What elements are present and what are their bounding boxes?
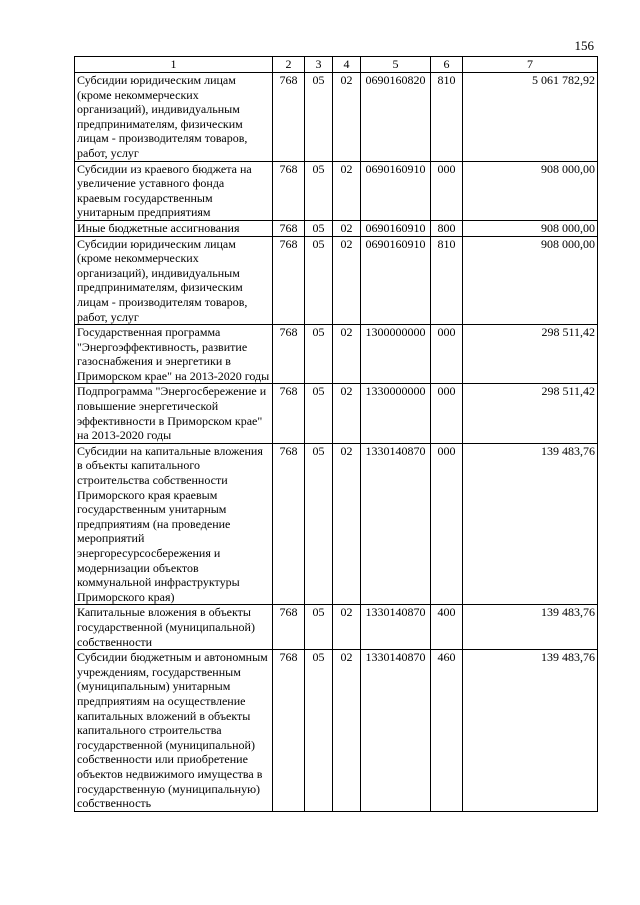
target-code: 1330140870: [361, 605, 431, 650]
row-name: Субсидии юридическим лицам (кроме некоммерческих организаций), индивидуальным предпринимателям, физическим лицам - производителям товаров, работ, услуг: [75, 73, 273, 162]
target-code: 0690160910: [361, 220, 431, 236]
target-code: 0690160820: [361, 73, 431, 162]
row-name: Субсидии на капитальные вложения в объекты капитального строительства собственности Приморского края краевым государственным унитарным предприятиям (на проведение мероприятий энергоресурсосбережения и модернизации объектов коммунальной инфраструктуры Приморского края): [75, 443, 273, 605]
ministry-code: 768: [273, 384, 305, 443]
table-row: [75, 73, 598, 162]
expense-type-code: 810: [431, 73, 463, 162]
target-code: 1330140870: [361, 443, 431, 605]
table-row: [75, 236, 598, 325]
ministry-code: 768: [273, 161, 305, 220]
section-code: 05: [305, 73, 333, 162]
ministry-code: 768: [273, 73, 305, 162]
amount: 908 000,00: [463, 220, 598, 236]
target-code: 0690160910: [361, 236, 431, 325]
target-code: 1330000000: [361, 384, 431, 443]
amount: 139 483,76: [463, 443, 598, 605]
column-header: 1: [75, 57, 273, 73]
subsection-code: 02: [333, 605, 361, 650]
section-code: 05: [305, 325, 333, 384]
subsection-code: 02: [333, 325, 361, 384]
column-header: 5: [361, 57, 431, 73]
row-name: Подпрограмма "Энергосбережение и повышение энергетической эффективности в Приморском крае" на 2013-2020 годы: [75, 384, 273, 443]
subsection-code: 02: [333, 161, 361, 220]
column-header: 7: [463, 57, 598, 73]
ministry-code: 768: [273, 650, 305, 812]
table-row: [75, 650, 598, 812]
section-code: 05: [305, 650, 333, 812]
column-header: 4: [333, 57, 361, 73]
amount: 908 000,00: [463, 236, 598, 325]
ministry-code: 768: [273, 325, 305, 384]
column-header: 2: [273, 57, 305, 73]
expense-type-code: 000: [431, 161, 463, 220]
table-row: [75, 443, 598, 605]
table-row: [75, 605, 598, 650]
column-header: 6: [431, 57, 463, 73]
expense-type-code: 000: [431, 325, 463, 384]
target-code: 1300000000: [361, 325, 431, 384]
target-code: 0690160910: [361, 161, 431, 220]
amount: 298 511,42: [463, 384, 598, 443]
expense-type-code: 460: [431, 650, 463, 812]
subsection-code: 02: [333, 650, 361, 812]
subsection-code: 02: [333, 73, 361, 162]
header-row: [75, 57, 598, 73]
subsection-code: 02: [333, 443, 361, 605]
section-code: 05: [305, 220, 333, 236]
section-code: 05: [305, 236, 333, 325]
target-code: 1330140870: [361, 650, 431, 812]
row-name: Капитальные вложения в объекты государственной (муниципальной) собственности: [75, 605, 273, 650]
row-name: Субсидии из краевого бюджета на увеличение уставного фонда краевым государственным унитарным предприятиям: [75, 161, 273, 220]
section-code: 05: [305, 384, 333, 443]
budget-table: [74, 56, 598, 812]
amount: 139 483,76: [463, 650, 598, 812]
table-row: [75, 161, 598, 220]
row-name: Субсидии бюджетным и автономным учреждениям, государственным (муниципальным) унитарным предприятиям на осуществление капитальных вложений в объекты капитального строительства государственной (муниципальной) собственности или приобретение объектов недвижимого имущества в государственную (муниципальную) собственность: [75, 650, 273, 812]
ministry-code: 768: [273, 443, 305, 605]
row-name: Государственная программа "Энергоэффективность, развитие газоснабжения и энергетики в Приморском крае" на 2013-2020 годы: [75, 325, 273, 384]
subsection-code: 02: [333, 220, 361, 236]
section-code: 05: [305, 443, 333, 605]
expense-type-code: 400: [431, 605, 463, 650]
section-code: 05: [305, 161, 333, 220]
ministry-code: 768: [273, 605, 305, 650]
amount: 298 511,42: [463, 325, 598, 384]
ministry-code: 768: [273, 236, 305, 325]
expense-type-code: 000: [431, 384, 463, 443]
expense-type-code: 800: [431, 220, 463, 236]
subsection-code: 02: [333, 384, 361, 443]
page-number: 156: [574, 38, 594, 53]
table-row: [75, 384, 598, 443]
ministry-code: 768: [273, 220, 305, 236]
column-header: 3: [305, 57, 333, 73]
expense-type-code: 810: [431, 236, 463, 325]
table-row: [75, 220, 598, 236]
table-row: [75, 325, 598, 384]
subsection-code: 02: [333, 236, 361, 325]
amount: 908 000,00: [463, 161, 598, 220]
expense-type-code: 000: [431, 443, 463, 605]
section-code: 05: [305, 605, 333, 650]
amount: 139 483,76: [463, 605, 598, 650]
row-name: Субсидии юридическим лицам (кроме некоммерческих организаций), индивидуальным предпринимателям, физическим лицам - производителям товаров, работ, услуг: [75, 236, 273, 325]
amount: 5 061 782,92: [463, 73, 598, 162]
row-name: Иные бюджетные ассигнования: [75, 220, 273, 236]
